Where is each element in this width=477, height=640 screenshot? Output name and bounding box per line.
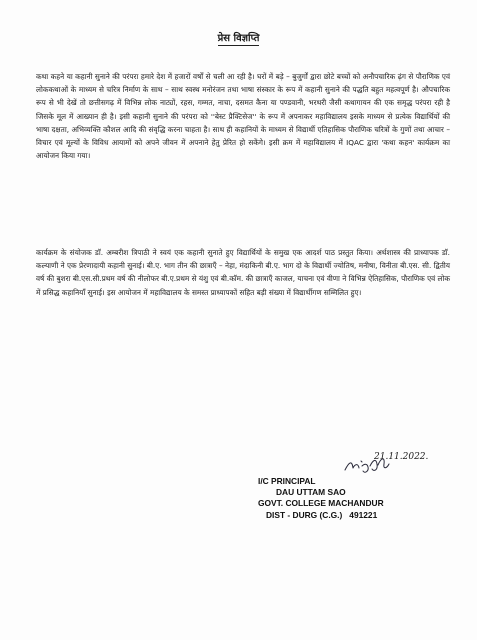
paragraph-1: कथा कहने या कहानी सुनाने की परंपरा हमारे देश में हजारों वर्षों से चली आ रही है। घरों में बड़े – बुजुर्गों द्वारा छोटे बच्चों को अनौपचारिक ढ़ंग से पौराणिक एवं लोककथाओं के माध्यम से चरित्र निर्माण के साथ – साथ स्वस्थ मनोरंजन तथा भाषा संस्कार के रूप में कहानी सुनाने की पद्धति बहुत महत्वपूर्ण है। औपचारिक रूप से भी देखें तो छत्तीसगढ़ में विभिन्न लोक नाट्यों, रहस, गम्मत, नाचा, दसमत कैना या पण्डवानी, भरथरी जैसी कथागायन की एक समृद्ध परंपरा रही है जिसके मूल में आख्यान ही है। इसी कहानी सुनाने की परंपरा को ''बेस्ट प्रैक्टिसेज'' के रूप में अपनाकर महाविद्यालय इसके माध्यम से प्रत्येक विद्यार्थियों की भाषा दक्षता, अभिव्यक्ति कौशल आदि की संवृद्धि करना चाहता है। साथ ही कहानियों के माध्यम से विद्यार्थी एतिहासिक पौराणिक चरित्रों के गुणों तथा आचार – विचार एवं मूल्यों के विविध आयामों को अपने जीवन में अपनाने हेतु प्रेरित हो सकेंगे। इसी क्रम में महाविद्यालय में IQAC द्वारा 'कथा कहन' कार्यक्रम का आयोजन किया गया।: [36, 72, 450, 161]
stamp-designation: I/C PRINCIPAL: [258, 476, 316, 486]
document-title: प्रेस विज्ञप्ति: [217, 33, 260, 44]
paragraph-2: कार्यक्रम के संयोजक डॉ. अम्बरीश त्रिपाठी ने स्वयं एक कहानी सुनाते हुए विद्यार्थियों के समुख एक आदर्श पाठ प्रस्तुत किया। अर्थशास्त्र की प्राध्यापक डॉ. कल्याणी ने एक प्रेरणादायी कहानी सुनाई। बी.ए. भाग तीन की छात्राएँ – नेहा, मंदाकिनी बी.ए. भाग दो के विद्यार्थी ज्योतिष, मनीषा, विनीता बी.एस. सी. द्वितीय वर्ष की बुशरा बी.एस.सी.प्रथम वर्ष की नीलोफर बी.ए.प्रथम से यंशु एवं बी.कॉम. की छात्राएँ काजल, याचना एवं वीणा ने विभिन्न ऐतिहासिक, पौराणिक एवं लोक में प्रसिद्ध कहानियाँ सुनाई। इस आयोजन में महाविद्यालय के समस्त प्राध्यापकों सहित बड़ी संख्या में विद्यार्थीगण सम्मिलित हुए।: [36, 248, 450, 297]
stamp-college-name: DAU UTTAM SAO: [276, 487, 346, 498]
document-title-wrapper: [0, 30, 477, 44]
stamp-district: DIST - DURG (C.G.) 491221: [266, 509, 378, 520]
principal-stamp: [258, 476, 438, 521]
stamp-college-location: GOVT. COLLEGE MACHANDUR: [258, 498, 384, 509]
signature-date: 21.11.2022.: [374, 452, 429, 462]
